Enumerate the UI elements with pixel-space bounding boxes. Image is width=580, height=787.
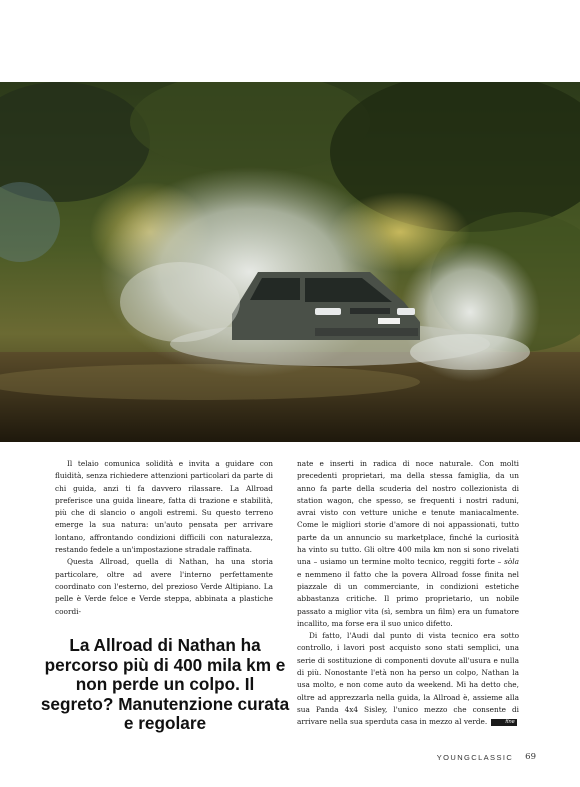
- end-of-article-mark: fine: [491, 719, 516, 726]
- article-column-right: [297, 458, 519, 729]
- page-footer: [437, 752, 536, 762]
- article-paragraph: [297, 458, 519, 630]
- article-paragraph: [297, 630, 519, 728]
- paragraph-text: Di fatto, l'Audi dal punto di vista tecnico era sotto controllo, i lavori post acquisto sono stati semplici, una serie di sostituzione di componenti dovute all'usura e nulla di più. Nonostante l'età non ha perso un colpo, Nathan la usa molto, e non come auto da weekend. Mi ha detto che, oltre ad apprezzarla nella guida, la Allroad è, assieme alla sua Panda 4x4 Sisley, l'unico mezzo che consente di arrivare nella sua sperduta casa in mezzo al verde.: [297, 631, 519, 727]
- page-number: 69: [525, 752, 536, 762]
- italic-word: sòla: [504, 557, 519, 567]
- paragraph-text: e nemmeno il fatto che la povera Allroad fosse finita nel piazzale di un commerciante, in condizioni estetiche abbastanza critiche. Il primo proprietario, un nobile passato a miglior vita (sì, sembra un film) era un fumatore incallito, ma forse era il suo unico difetto.: [297, 569, 519, 628]
- paragraph-text: nate e inserti in radica di noce naturale. Con molti precedenti proprietari, ma della stessa famiglia, da un anno fa parte della scuderia del nostro collezionista di station wagon, che spesso, se frequenti i nostri raduni, avrai visto con vetture uniche e tenute maniacalmente. Come le migliori storie d'amore di noi appassionati, tutto parte da un annuncio su marketplace, finché la curiosità ha vinto su tutto. Gli oltre 400 mila km non si sono rivelati una – usiamo un termine molto tecnico, reggiti forte –: [297, 459, 519, 567]
- article-paragraph: Il telaio comunica solidità e invita a guidare con fluidità, senza richiedere attenzioni particolari da parte di chi guida, anzi ti fa davvero rilassare. La Allroad preferisce una guida lineare, fatta di trazione e stabilità, più che di slancio o angoli estremi. Su questo terreno emerge la sua natura: un'auto pensata per arrivare lontano, affrontando condizioni difficili con naturalezza, restando fedele a un'impostazione stradale raffinata.: [55, 459, 273, 555]
- pull-quote: La Allroad di Nathan ha percorso più di 400 mila km e non perde un colpo. Il segreto? Manutenzione curata e regolare: [40, 635, 290, 733]
- hero-photo-car-splashing-water: [0, 82, 580, 442]
- photo-illustration: [0, 82, 580, 442]
- article-column-left: [55, 458, 273, 618]
- magazine-brand: YOUNGCLASSIC: [436, 752, 514, 762]
- article-paragraph: Questa Allroad, quella di Nathan, ha una storia particolare, oltre ad avere l'interno perfettamente coordinato con l'esterno, del prezioso Verde Altipiano. La pelle è Verde felce e Verde steppa, abbinata a plastiche coordi-: [55, 557, 273, 616]
